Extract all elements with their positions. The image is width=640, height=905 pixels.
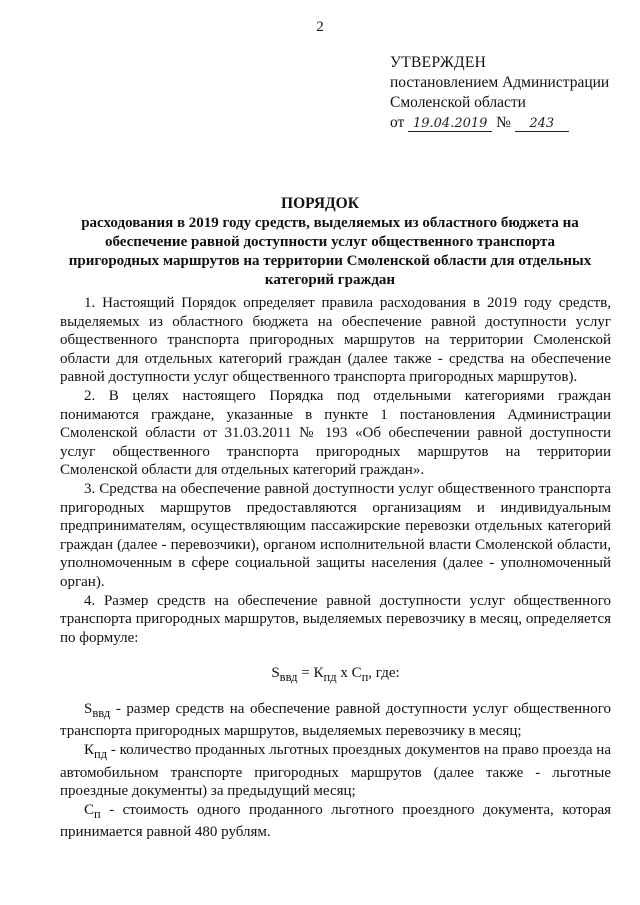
definition-c-symbol: С xyxy=(84,801,95,818)
definition-c xyxy=(60,801,611,842)
definition-s xyxy=(60,700,611,741)
formula-c: С xyxy=(351,665,362,682)
formula-c-sub: п xyxy=(361,670,369,685)
definition-k-symbol: К xyxy=(84,742,95,759)
paragraph-2: 2. В целях настоящего Порядка под отдельными категориями граждан понимаются граждане, указанные в пункте 1 постановления Администрации Смоленской области от 31.03.2011 № 193 «Об обеспечении равной доступности услуг общественного транспорта пригородных маршрутов на территории Смоленской области для отдельных категорий граждан». xyxy=(60,387,611,479)
definition-s-subscript: ввд xyxy=(92,705,111,720)
document-subtitle: расходования в 2019 году средств, выделяемых из областного бюджета на обеспечение равной доступности услуг общественного транспорта пригородных маршрутов на территории Смоленской области для отдельных категорий граждан xyxy=(68,215,592,288)
approval-heading: УТВЕРЖДЕН xyxy=(390,54,487,71)
definition-k-subscript: пд xyxy=(94,747,108,762)
formula-s: S xyxy=(271,665,280,682)
paragraph-3: 3. Средства на обеспечение равной доступности услуг общественного транспорта пригородных маршрутов предоставляются организациям и индивидуальным предпринимателям, осуществляющим пассажирские перевозки отдельных категорий граждан (далее - перевозчики), органом исполнительной власти Смоленской области, уполномоченным в сфере социальной защиты населения (далее - уполномоченный орган). xyxy=(60,480,611,590)
definition-c-text: - стоимость одного проданного льготного проездного документа, которая принимается равной 480 рублям. xyxy=(60,801,611,841)
formula-s-sub: ввд xyxy=(279,670,298,685)
page-number: 2 xyxy=(316,19,324,35)
formula xyxy=(60,664,611,687)
definition-c-subscript: п xyxy=(94,806,101,821)
handwritten-date: 19.04.2019 xyxy=(408,116,492,132)
approval-line-3: Смоленской области xyxy=(390,94,526,111)
definition-s-text: - размер средств на обеспечение равной доступности услуг общественного транспорта пригородных маршрутов, выделяемых перевозчику в месяц; xyxy=(60,700,611,740)
definition-s-symbol: S xyxy=(84,700,93,717)
approval-date-line xyxy=(390,113,630,133)
paragraph-1: 1. Настоящий Порядок определяет правила расходования в 2019 году средств, выделяемых из областного бюджета на обеспечение равной доступности услуг общественного транспорта пригородных маршрутов на территории Смоленской области для отдельных категорий граждан (далее также - средства на обеспечение равной доступности услуг общественного транспорта пригородных маршрутов). xyxy=(60,295,611,386)
formula-k-sub: пд xyxy=(323,670,337,685)
formula-suffix: , где: xyxy=(368,665,400,682)
paragraph-4: 4. Размер средств на обеспечение равной доступности услуг общественного транспорта пригородных маршрутов, выделяемых перевозчику в месяц, определяется по формуле: xyxy=(60,592,611,646)
number-prefix: № xyxy=(496,114,511,131)
approval-stamp xyxy=(390,53,630,133)
document-title: ПОРЯДОК xyxy=(281,195,359,212)
approval-line-2: постановлением Администрации xyxy=(390,74,610,91)
definition-k xyxy=(60,741,611,801)
formula-x: х xyxy=(336,665,352,682)
formula-k: К xyxy=(313,665,324,682)
document-body xyxy=(60,294,611,842)
definition-k-text: - количество проданных льготных проездных документов на право проезда на автомобильном транспорте пригородных маршрутов (далее также - льготные проездные документы) за предыдущий месяц; xyxy=(60,742,611,800)
formula-eq: = xyxy=(297,665,314,682)
handwritten-number: 243 xyxy=(515,116,569,132)
date-prefix: от xyxy=(390,114,405,131)
